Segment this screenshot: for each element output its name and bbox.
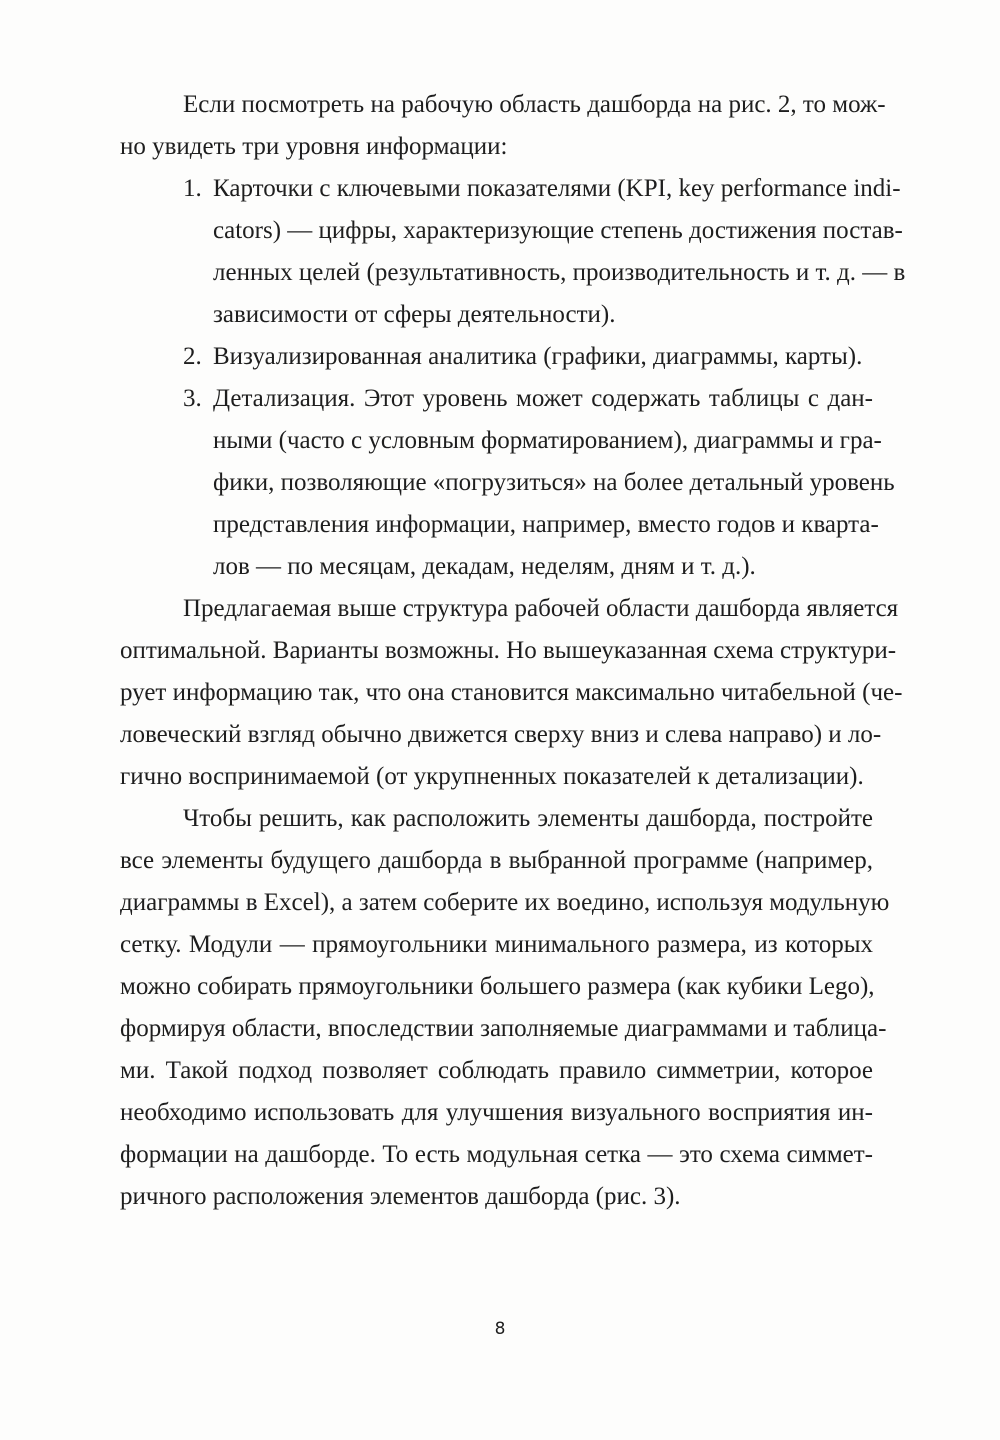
text-line: ленных целей (результативность, производительность и т. д. — в xyxy=(213,259,906,286)
text-line: гично воспринимаемой (от укрупненных показателей к детализации). xyxy=(120,763,864,790)
text-line: лов — по месяцам, декадам, неделям, дням и т. д.). xyxy=(213,553,756,580)
text-line: ными (часто с условным форматированием), диаграммы и гра- xyxy=(213,427,882,454)
text-line: ми. Такой подход позволяет соблюдать правило симметрии, которое xyxy=(120,1057,873,1084)
text-line: cators) — цифры, характеризующие степень достижения постав- xyxy=(213,217,903,244)
text-line: можно собирать прямоугольники большего размера (как кубики Lego), xyxy=(120,973,875,1000)
text-line: представления информации, например, вместо годов и кварта- xyxy=(213,511,879,538)
text-line: Детализация. Этот уровень может содержать таблицы с дан- xyxy=(213,385,873,412)
text-line: ловеческий взгляд обычно движется сверху вниз и слева направо) и ло- xyxy=(120,721,882,748)
text-line: рует информацию так, что она становится максимально читабельной (че- xyxy=(120,679,903,706)
text-line: Чтобы решить, как расположить элементы дашборда, постройте xyxy=(183,805,873,832)
list-number: 1. xyxy=(183,175,202,202)
text-line: формируя области, впоследствии заполняемые диаграммами и таблица- xyxy=(120,1015,887,1042)
text-line: диаграммы в Excel), а затем соберите их воедино, используя модульную xyxy=(120,889,890,916)
text-line: зависимости от сферы деятельности). xyxy=(213,301,616,328)
page-number: 8 xyxy=(494,1319,506,1339)
text-line: оптимальной. Варианты возможны. Но вышеуказанная схема структури- xyxy=(120,637,897,664)
text-line: Если посмотреть на рабочую область дашборда на рис. 2, то мож- xyxy=(183,91,886,118)
text-line: необходимо использовать для улучшения визуального восприятия ин- xyxy=(120,1099,873,1126)
text-line: все элементы будущего дашборда в выбранной программе (например, xyxy=(120,847,873,874)
text-line: фики, позволяющие «погрузиться» на более детальный уровень xyxy=(213,469,895,496)
text-line: Визуализированная аналитика (графики, диаграммы, карты). xyxy=(213,343,863,370)
text-line: но увидеть три уровня информации: xyxy=(120,133,508,160)
text-line: ричного расположения элементов дашборда (рис. 3). xyxy=(120,1183,681,1210)
list-number: 2. xyxy=(183,343,202,370)
text-line: Карточки с ключевыми показателями (KPI, key performance indi- xyxy=(213,175,901,202)
text-line: формации на дашборде. То есть модульная сетка — это схема симмет- xyxy=(120,1141,873,1168)
list-number: 3. xyxy=(183,385,202,412)
text-line: Предлагаемая выше структура рабочей области дашборда является xyxy=(183,595,899,622)
text-line: сетку. Модули — прямоугольники минимального размера, из которых xyxy=(120,931,873,958)
